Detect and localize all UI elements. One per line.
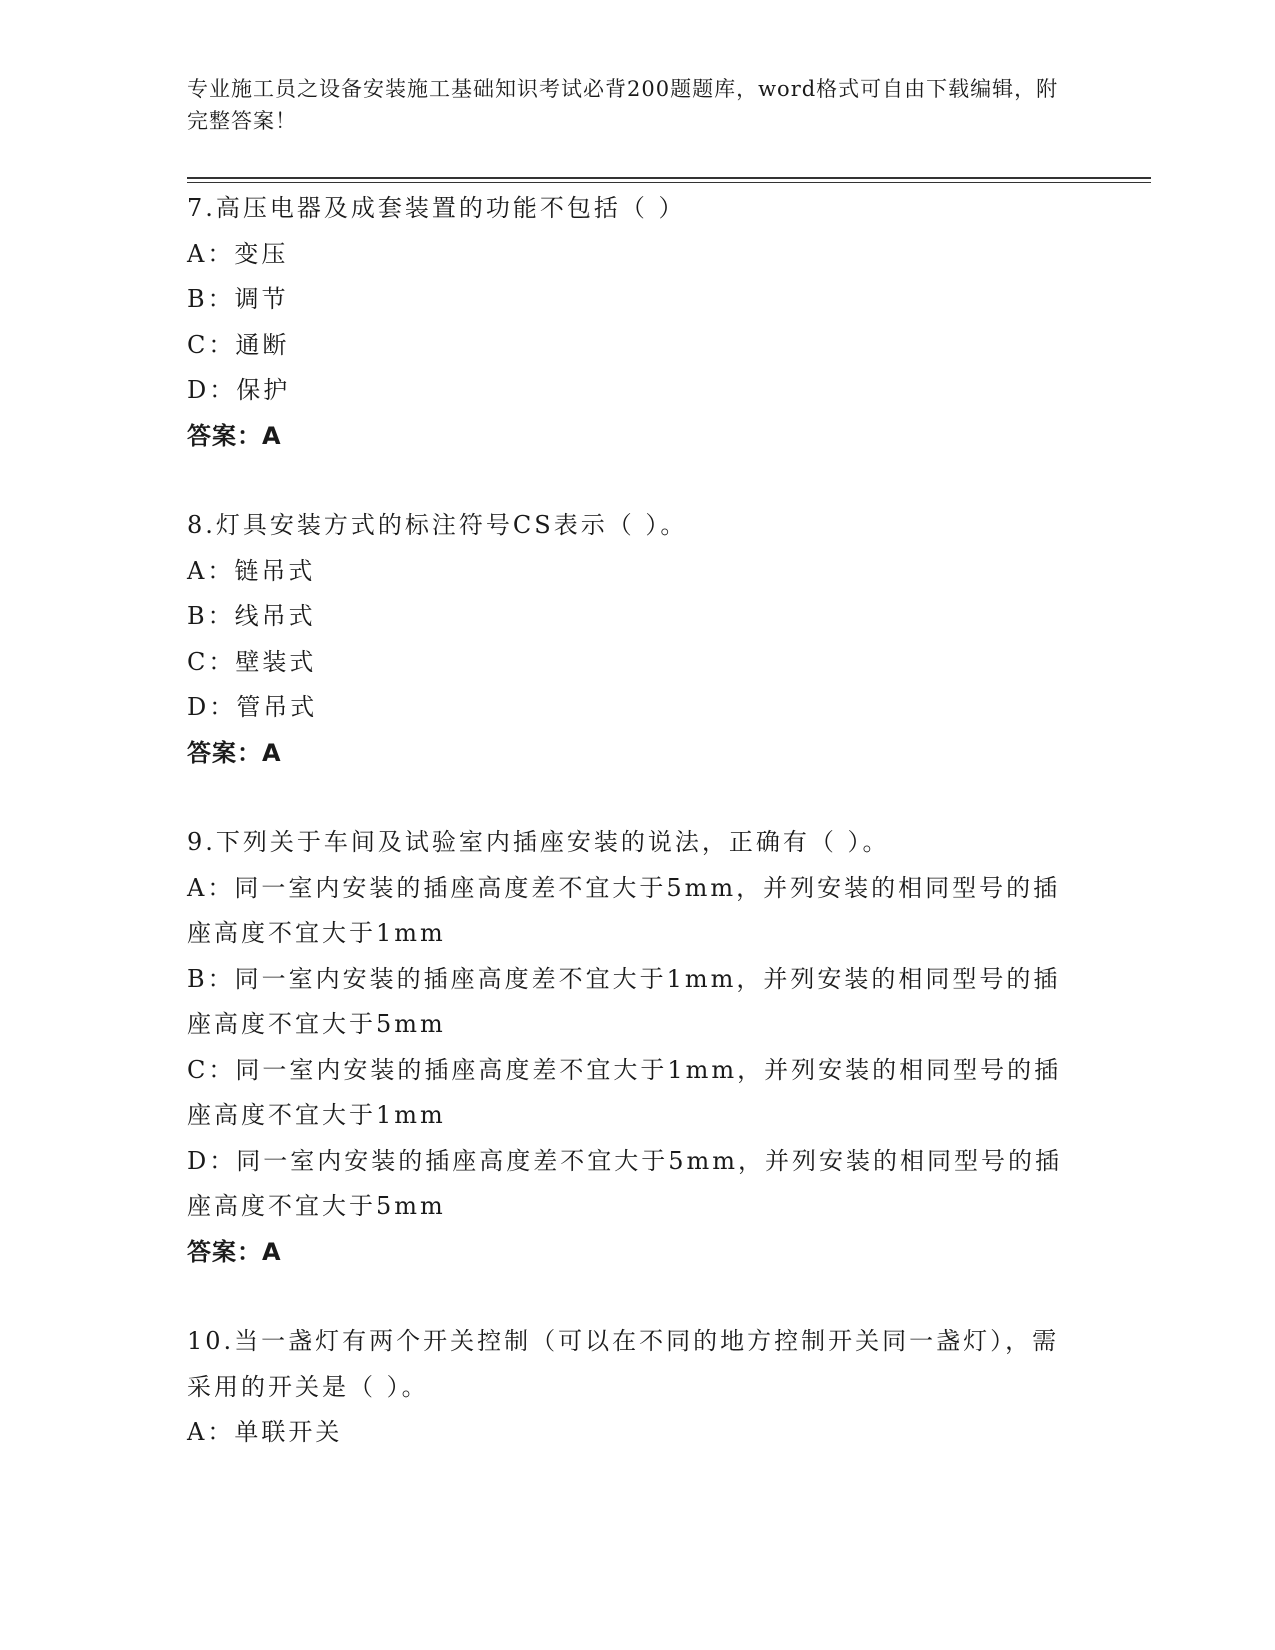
option-a: A：同一室内安装的插座高度差不宜大于5mm，并列安装的相同型号的插座高度不宜大于1mm <box>187 873 1061 947</box>
answer-line: 答案：A <box>187 1237 282 1266</box>
option-c: C：同一室内安装的插座高度差不宜大于1mm，并列安装的相同型号的插座高度不宜大于1mm <box>187 1055 1062 1129</box>
option-a: A：变压 <box>187 239 289 268</box>
header-divider-thick <box>187 177 1151 179</box>
option-a: A：单联开关 <box>187 1418 343 1446</box>
option-b: B：同一室内安装的插座高度差不宜大于1mm，并列安装的相同型号的插座高度不宜大于5mm <box>187 964 1061 1038</box>
option-d: D：同一室内安装的插座高度差不宜大于5mm，并列安装的相同型号的插座高度不宜大于5mm <box>187 1146 1063 1220</box>
question-stem: 10.当一盏灯有两个开关控制（可以在不同的地方控制开关同一盏灯），需采用的开关是（ ）。 <box>187 1327 1060 1401</box>
option-b: B：调节 <box>187 285 289 313</box>
document-header: 专业施工员之设备安装施工基础知识考试必背200题题库，word格式可自由下载编辑，附完整答案！ <box>187 77 1059 133</box>
option-a: A：链吊式 <box>187 556 316 585</box>
option-b: B：线吊式 <box>187 602 316 630</box>
option-c: C：通断 <box>187 330 290 359</box>
option-c: C：壁装式 <box>187 647 317 676</box>
question-list <box>187 186 1067 1500</box>
answer-line: 答案：A <box>187 421 282 450</box>
question-9 <box>187 820 1067 1275</box>
question-8 <box>187 503 1067 776</box>
question-10 <box>187 1319 1067 1456</box>
question-stem: 8.灯具安装方式的标注符号CS表示（ ）。 <box>187 511 688 539</box>
answer-line: 答案：A <box>187 738 282 767</box>
header-divider-thin <box>187 182 1151 183</box>
question-stem: 7.高压电器及成套装置的功能不包括（ ） <box>187 194 686 222</box>
option-d: D：管吊式 <box>187 693 318 721</box>
question-stem: 9.下列关于车间及试验室内插座安装的说法，正确有（ ）。 <box>187 828 890 856</box>
question-7 <box>187 186 1067 459</box>
option-d: D：保护 <box>187 376 291 404</box>
